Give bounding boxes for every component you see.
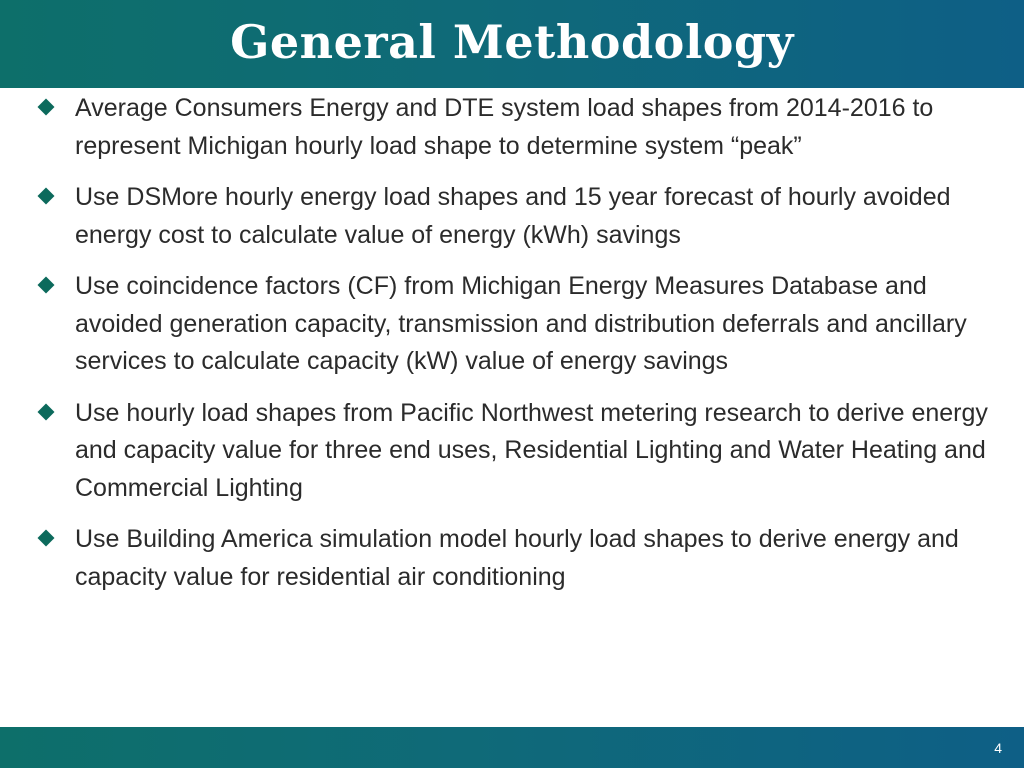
bullet-text: Use DSMore hourly energy load shapes and 15 year forecast of hourly avoided energy cost to calculate value of energy (kWh) savings xyxy=(75,183,951,249)
title-bar xyxy=(0,0,1024,88)
bullet-text: Use coincidence factors (CF) from Michigan Energy Measures Database and avoided generation capacity, transmission and distribution deferrals and ancillary services to calculate capacity (kW) value of energy savings xyxy=(75,272,967,375)
bullet-text: Use hourly load shapes from Pacific Northwest metering research to derive energy and capacity value for three end uses, Residential Lighting and Water Heating and Commercial Lighting xyxy=(75,398,988,502)
bullet-item xyxy=(38,179,998,254)
bullet-item xyxy=(38,268,998,381)
diamond-bullet-icon xyxy=(38,99,55,116)
footer-bar xyxy=(0,727,1024,768)
bullet-text: Use Building America simulation model hourly load shapes to derive energy and capacity value for residential air conditioning xyxy=(75,525,959,591)
page-number: 4 xyxy=(994,740,1002,756)
diamond-bullet-icon xyxy=(38,530,55,547)
bullet-text: Average Consumers Energy and DTE system load shapes from 2014-2016 to represent Michigan hourly load shape to determine system “peak” xyxy=(75,94,934,160)
diamond-bullet-icon xyxy=(38,277,55,294)
bullet-item xyxy=(38,90,998,165)
diamond-bullet-icon xyxy=(38,188,55,205)
diamond-bullet-icon xyxy=(38,403,55,420)
bullet-item xyxy=(38,395,998,508)
bullet-item xyxy=(38,521,998,596)
slide-title: General Methodology xyxy=(230,15,794,69)
bullet-list xyxy=(38,90,998,610)
